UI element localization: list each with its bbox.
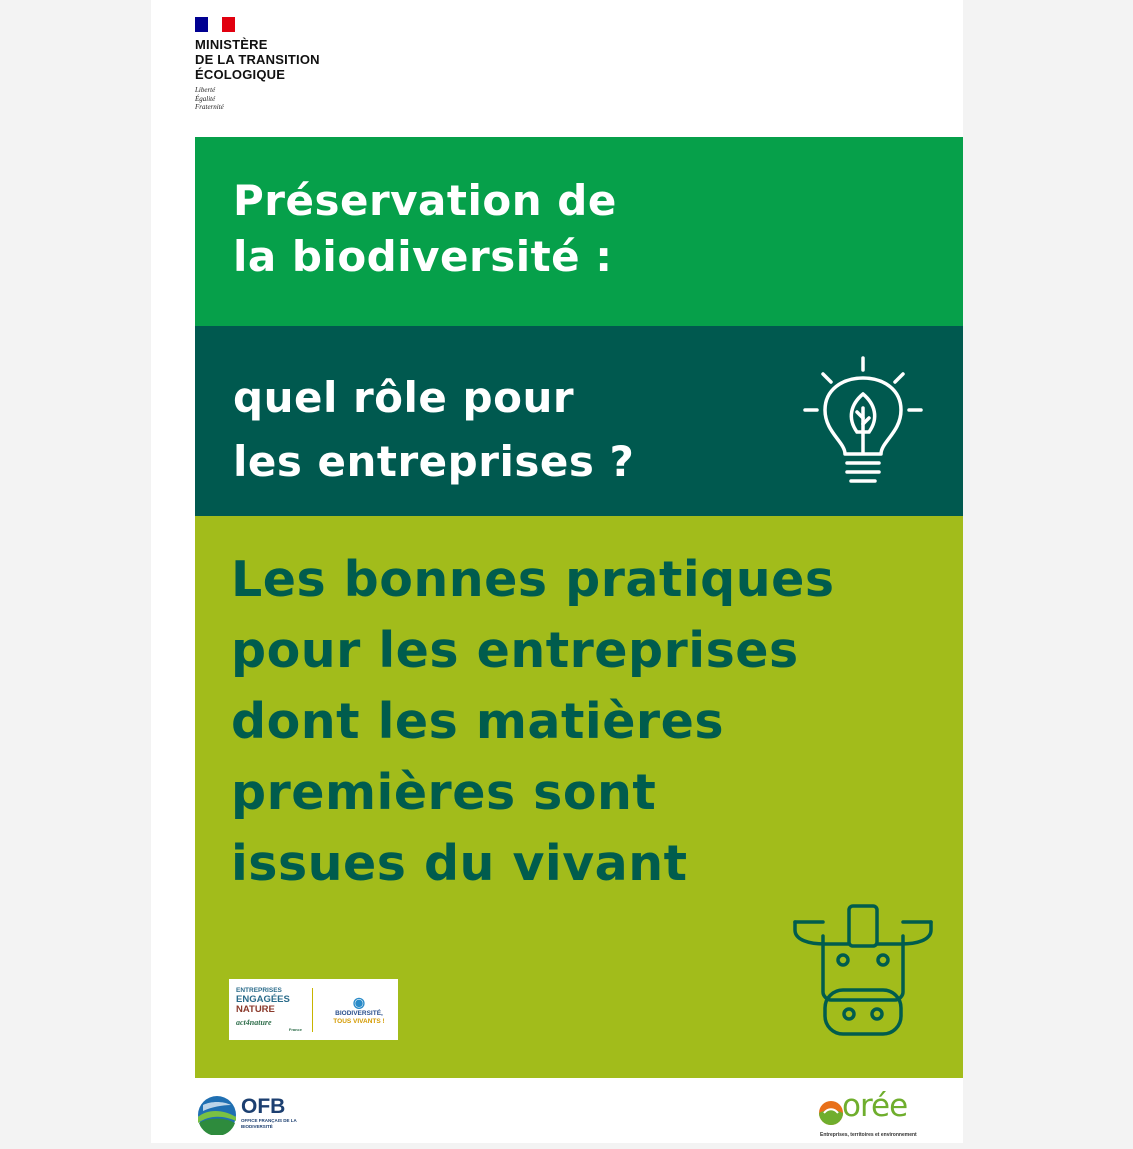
- oree-logo: [818, 1088, 938, 1140]
- headline: [231, 544, 835, 899]
- republic-motto: [195, 86, 224, 112]
- oree-name: orée: [842, 1088, 908, 1124]
- headline-line: pour les entreprises: [231, 622, 799, 679]
- logo-divider: [312, 988, 313, 1032]
- btv-line: TOUS VIVANTS !: [333, 1017, 385, 1025]
- ministry-name-line: MINISTÈRE: [195, 37, 268, 52]
- oree-emblem-icon: [818, 1100, 844, 1126]
- ministry-name-line: DE LA TRANSITION: [195, 52, 320, 67]
- ministry-name: [195, 37, 320, 82]
- ofb-emblem-icon: [197, 1095, 237, 1135]
- document-subtitle: [233, 366, 634, 494]
- french-flag-icon: [195, 17, 235, 32]
- headline-line: Les bonnes pratiques: [231, 551, 835, 608]
- headline-line: issues du vivant: [231, 835, 688, 892]
- cow-head-icon: [791, 904, 935, 1038]
- ofb-logo: [197, 1093, 307, 1137]
- subtitle-line: quel rôle pour: [233, 373, 575, 422]
- btv-line: BIODIVERSITÉ,: [335, 1009, 383, 1017]
- lightbulb-leaf-icon: [801, 356, 925, 490]
- headline-line: dont les matières: [231, 693, 724, 750]
- biodiversite-tous-vivants-logo: [321, 994, 397, 1026]
- title-band: [195, 137, 963, 326]
- document-page: [151, 0, 963, 1143]
- title-line: la biodiversité :: [233, 232, 613, 281]
- motto-line: Liberté: [195, 86, 216, 94]
- een-line: ENTREPRISES: [236, 987, 282, 994]
- title-line: Préservation de: [233, 176, 617, 225]
- ofb-name: OFB: [241, 1095, 286, 1118]
- act4nature-country: France: [288, 1027, 302, 1032]
- een-line: ENGAGÉES: [236, 994, 290, 1005]
- eye-icon: ◉: [352, 993, 366, 1010]
- partner-logos: [229, 979, 398, 1040]
- headline-band: [195, 516, 963, 1078]
- act4nature-logo: act4nature: [236, 1018, 272, 1027]
- oree-tagline: Entreprises, territoires et environnement: [820, 1132, 917, 1138]
- motto-line: Égalité: [195, 94, 216, 103]
- headline-line: premières sont: [231, 764, 657, 821]
- ofb-full-name: OFFICE FRANÇAIS DE LA BIODIVERSITÉ: [241, 1118, 297, 1129]
- een-line: NATURE: [236, 1004, 275, 1015]
- entreprises-engagees-nature-logo: [229, 987, 308, 1032]
- subtitle-line: les entreprises ?: [233, 437, 635, 486]
- ministry-name-line: ÉCOLOGIQUE: [195, 67, 286, 82]
- motto-line: Fraternité: [195, 103, 224, 111]
- document-title: [233, 173, 617, 285]
- subtitle-band: [195, 326, 963, 516]
